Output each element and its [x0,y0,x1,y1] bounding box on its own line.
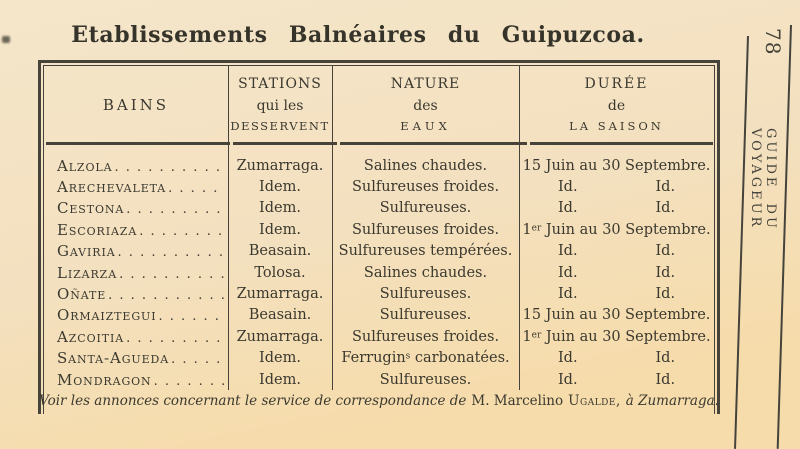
header-duree-line3: LA SAISON [569,119,664,133]
baths-table [38,60,720,414]
footnote-name: Ugalde, [568,393,621,410]
nature-cell: Sulfureuses tempérées. [338,243,513,260]
scan-artifact [2,36,10,43]
bain-name: Alzola [57,156,113,175]
duree-id-abbrev: Id. [557,286,578,303]
column-divider-2 [332,66,333,390]
header-cell-nature [332,66,519,142]
duree-id-abbrev: Id. [557,350,578,367]
bain-cell [44,349,228,367]
header-nature-line2: des [413,97,438,114]
dotted-leader [126,331,225,346]
nature-cell: Sulfureuses. [379,286,472,303]
duree-id-abbrev: Id. [557,264,578,281]
table-row [44,262,714,283]
table-row [44,348,714,369]
bain-name: Mondragon [57,370,152,389]
bain-name: Ormaiztegui [57,306,157,325]
station-cell: Idem. [259,221,301,238]
duree-cell: 1er Juin au 30 Septembre. [522,328,711,345]
nature-cell: Ferrugin$^s$ carbonatées. [341,350,510,367]
margin-caption: GUIDE DU VOYAGEUR [748,128,778,231]
column-divider-1 [228,66,229,390]
bain-name: Lizarza [57,263,118,282]
station-cell: Zumarraga. [236,328,324,345]
baths-table-frame [39,65,719,414]
table-footnote [39,390,719,412]
dotted-leader [139,224,225,239]
duree-id-abbrev: Id. [557,200,578,217]
duree-cell [519,179,714,195]
nature-cell: Salines chaudes. [363,264,488,281]
station-cell: Idem. [259,371,301,388]
dotted-leader [126,202,225,217]
duree-cell: 15 Juin au 30 Septembre. [522,307,711,324]
bain-cell [44,199,228,217]
station-cell: Idem. [259,200,301,217]
station-cell: Zumarraga. [236,157,324,174]
header-separator-segment [340,142,527,145]
nature-cell: Salines chaudes. [363,157,488,174]
duree-id-abbrev: Id. [557,179,578,196]
bain-name: Arechevaleta [57,178,167,197]
dotted-leader [154,374,225,389]
duree-id-abbrev: Id. [557,243,578,260]
table-row [44,369,714,390]
table-header [44,66,714,142]
margin-rule-left [734,36,749,449]
duree-cell [519,200,714,216]
dotted-leader [118,245,225,260]
header-cell-duree [519,66,714,142]
column-divider-3 [519,66,520,390]
duree-cell [519,243,714,259]
bain-cell [44,306,228,324]
header-stations-line1: STATIONS [238,76,322,92]
dotted-leader [158,309,225,324]
header-separator-segment [233,142,337,145]
page-number: 78 [761,28,785,56]
nature-cell: Sulfureuses. [379,371,472,388]
header-separator-segment [530,142,713,145]
bain-cell [44,178,228,196]
duree-cell: 15 Juin au 30 Septembre. [522,157,711,174]
header-cell-bains [44,66,228,142]
bain-name: Azcoitia [57,327,125,346]
header-separator-segment [46,142,230,145]
bain-name: Gaviria [57,242,116,261]
nature-cell: Sulfureuses froides. [351,179,500,196]
margin-rule-right [777,25,792,449]
dotted-leader [108,288,225,303]
station-cell: Tolosa. [254,264,306,281]
table-row [44,219,714,240]
nature-cell: Sulfureuses froides. [351,328,500,345]
footnote-roman-mid: M. Marcelino [471,393,564,410]
header-stations-line2: qui les [256,97,304,114]
duree-id-abbrev: Id. [655,179,676,196]
table-body [44,146,714,390]
bain-cell [44,328,228,346]
table-row [44,283,714,304]
bain-cell [44,285,228,303]
nature-cell: Sulfureuses froides. [351,221,500,238]
bain-name: Escoriaza [57,220,138,239]
footnote-italic-tail: à Zumarraga. [625,393,719,410]
station-cell: Zumarraga. [236,286,324,303]
dotted-leader [168,181,225,196]
bain-cell [44,221,228,239]
bain-cell [44,371,228,389]
table-row [44,198,714,219]
duree-cell [519,350,714,366]
header-stations-line3: DESSERVENT [230,119,330,133]
station-cell: Beasain. [248,307,312,324]
header-nature-line3: EAUX [400,119,451,133]
table-row [44,176,714,197]
bain-cell [44,264,228,282]
duree-cell [519,265,714,281]
duree-id-abbrev: Id. [655,286,676,303]
nature-cell: Sulfureuses. [379,307,472,324]
bain-cell [44,157,228,175]
bain-cell [44,242,228,260]
duree-id-abbrev: Id. [557,371,578,388]
header-duree-line2: de [607,97,626,114]
table-row [44,241,714,262]
table-row [44,155,714,176]
footnote-italic-lead: Voir les annonces concernant le service de correspondance de [39,393,467,410]
bain-name: Santa-Agueda [57,349,170,368]
duree-id-abbrev: Id. [655,350,676,367]
nature-cell: Sulfureuses. [379,200,472,217]
dotted-leader [114,160,225,175]
table-row [44,326,714,347]
duree-cell: 1er Juin au 30 Septembre. [522,221,711,238]
header-nature-line1: NATURE [390,76,461,92]
header-cell-stations [228,66,332,142]
page-title: Etablissements Balnéaires du Guipuzcoa. [71,22,645,48]
duree-cell [519,372,714,388]
bain-name: Oñate [57,285,107,304]
table-row [44,305,714,326]
header-duree-line1: DURÉE [584,76,649,92]
station-cell: Beasain. [248,243,312,260]
duree-id-abbrev: Id. [655,200,676,217]
duree-id-abbrev: Id. [655,243,676,260]
duree-id-abbrev: Id. [655,371,676,388]
station-cell: Idem. [259,350,301,367]
station-cell: Idem. [259,179,301,196]
bain-name: Cestona [57,199,125,218]
dotted-leader [171,352,225,367]
duree-cell [519,286,714,302]
duree-id-abbrev: Id. [655,264,676,281]
header-bains-label: BAINS [102,95,170,114]
dotted-leader [119,267,225,282]
